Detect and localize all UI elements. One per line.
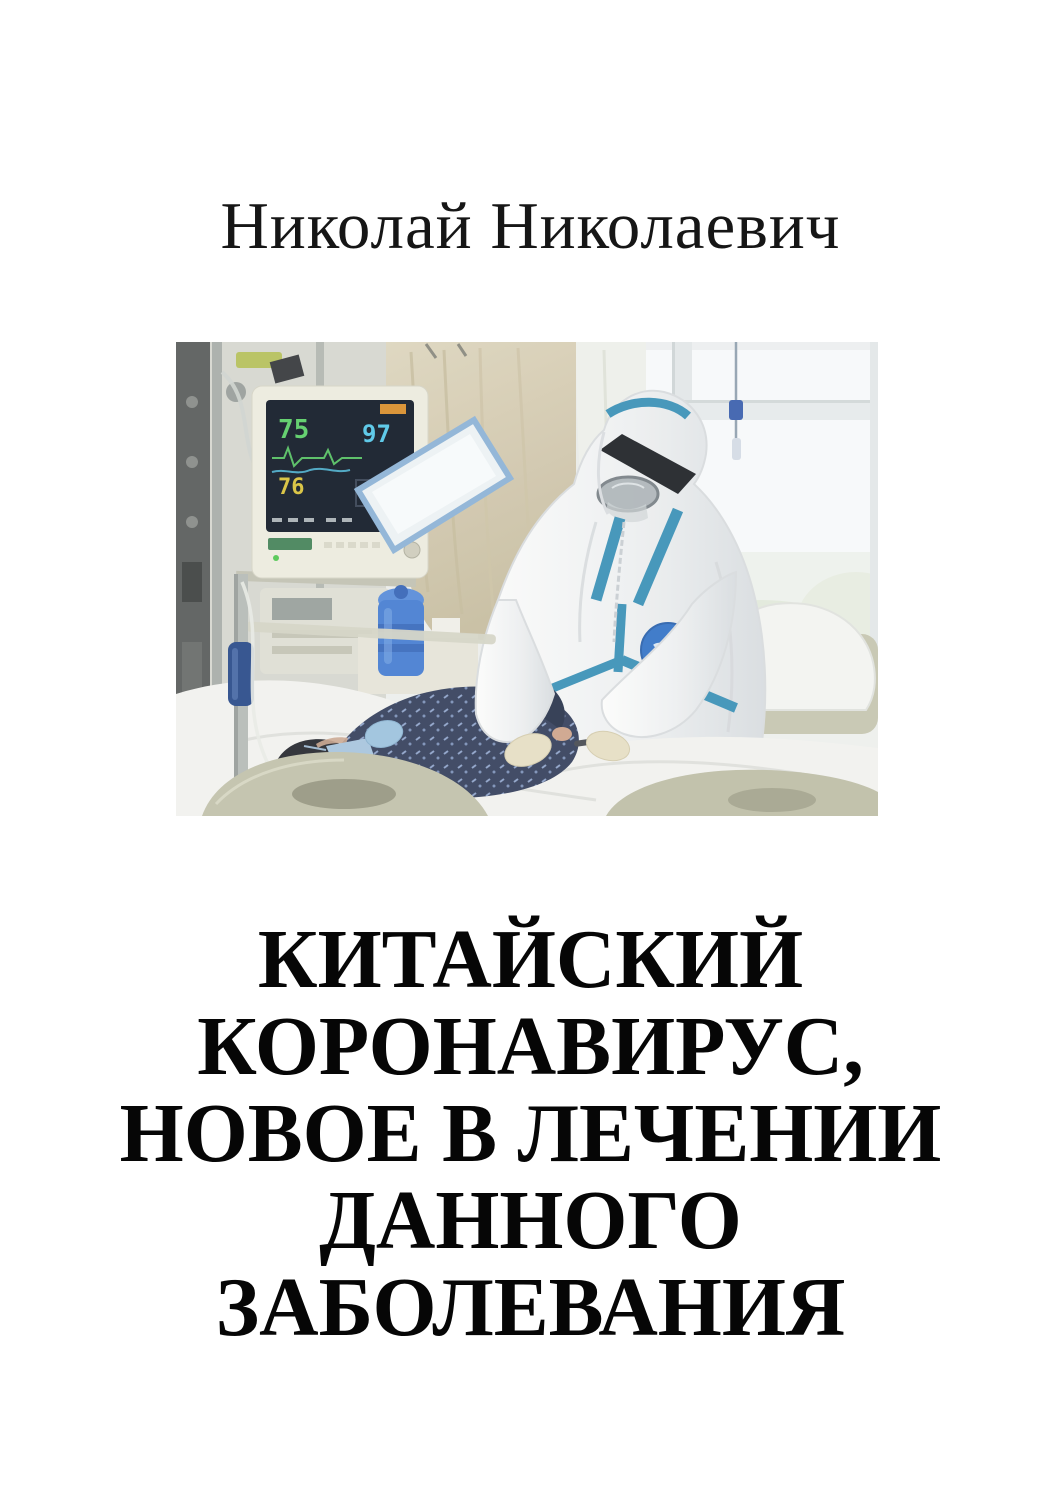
title-line-2: КОРОНАВИРУС, <box>197 1000 864 1093</box>
book-title <box>0 913 1061 1354</box>
cover-photo-illustration <box>176 342 878 816</box>
monitor-heart-rate: 75 <box>278 415 310 445</box>
monitor-resp: 76 <box>278 475 305 500</box>
cover-photo <box>176 342 878 816</box>
monitor-spo2: 97 <box>362 420 391 448</box>
title-line-1: КИТАЙСКИЙ <box>257 913 804 1006</box>
title-line-3: НОВОЕ В ЛЕЧЕНИИ <box>119 1087 942 1180</box>
title-line-5: ЗАБОЛЕВАНИЯ <box>215 1261 846 1354</box>
title-line-4: ДАННОГО <box>319 1174 742 1267</box>
photo-haze <box>176 342 878 816</box>
author-name: Николай Николаевич <box>220 189 841 263</box>
